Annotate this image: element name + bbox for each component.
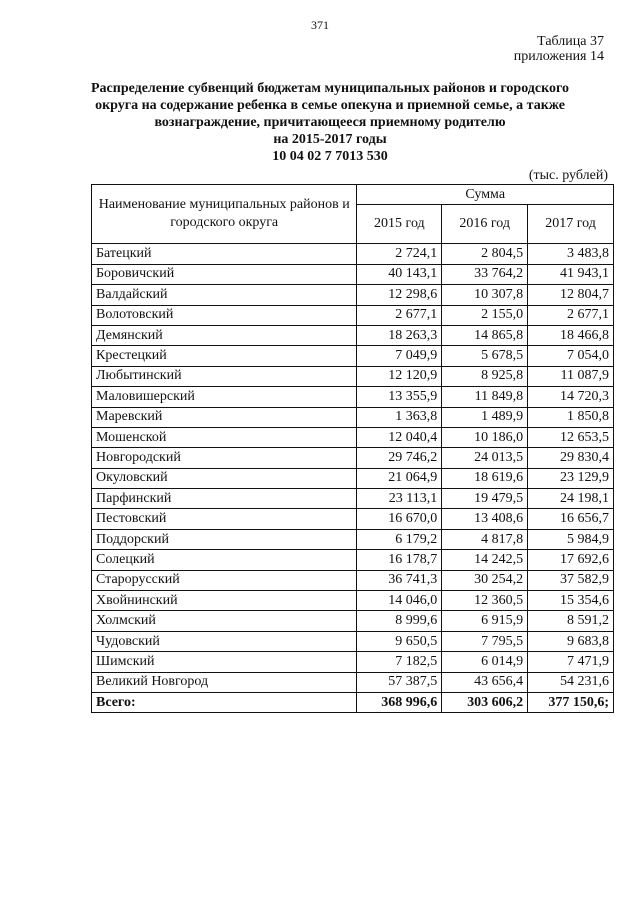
amount-cell: 1 489,9 (442, 407, 528, 427)
amount-cell: 16 656,7 (528, 509, 614, 529)
page-number: 371 (311, 18, 329, 32)
table-row (92, 489, 614, 509)
amount-cell: 13 355,9 (357, 387, 442, 407)
budget-code: 10 04 02 7 7013 530 (272, 149, 388, 164)
amount-cell: 24 013,5 (442, 448, 528, 468)
district-name-cell: Великий Новгород (92, 672, 357, 692)
amount-cell: 1 850,8 (528, 407, 614, 427)
amount-cell: 57 387,5 (357, 672, 442, 692)
district-name-cell: Волотовский (92, 305, 357, 325)
amount-cell: 6 014,9 (442, 652, 528, 672)
amount-cell: 7 182,5 (357, 652, 442, 672)
table-row (92, 366, 614, 386)
amount-cell: 54 231,6 (528, 672, 614, 692)
amount-cell: 43 656,4 (442, 672, 528, 692)
amount-cell: 41 943,1 (528, 264, 614, 284)
amount-cell: 8 925,8 (442, 366, 528, 386)
amount-cell: 14 720,3 (528, 387, 614, 407)
table-number: Таблица 37 (537, 34, 604, 49)
table-row (92, 427, 614, 447)
header-year: 2015 год (357, 205, 442, 244)
total-amount: 303 606,2 (442, 692, 528, 712)
units-label: (тыс. рублей) (528, 168, 608, 183)
amount-cell: 18 619,6 (442, 468, 528, 488)
subvention-table (91, 184, 614, 713)
total-label: Всего: (92, 692, 357, 712)
district-name-cell: Демянский (92, 325, 357, 345)
total-row (92, 692, 614, 712)
amount-cell: 2 724,1 (357, 244, 442, 264)
title-line: вознаграждение, причитающееся приемному родителю (154, 115, 506, 130)
amount-cell: 2 677,1 (528, 305, 614, 325)
table-row (92, 346, 614, 366)
district-name-cell: Крестецкий (92, 346, 357, 366)
amount-cell: 6 179,2 (357, 529, 442, 549)
district-name-cell: Новгородский (92, 448, 357, 468)
table-body (92, 244, 614, 713)
title-period: на 2015-2017 годы (273, 132, 387, 147)
amount-cell: 8 999,6 (357, 611, 442, 631)
table-row (92, 325, 614, 345)
amount-cell: 37 582,9 (528, 570, 614, 590)
amount-cell: 21 064,9 (357, 468, 442, 488)
amount-cell: 24 198,1 (528, 489, 614, 509)
amount-cell: 19 479,5 (442, 489, 528, 509)
amount-cell: 2 155,0 (442, 305, 528, 325)
amount-cell: 12 360,5 (442, 591, 528, 611)
district-name-cell: Любытинский (92, 366, 357, 386)
amount-cell: 7 049,9 (357, 346, 442, 366)
amount-cell: 1 363,8 (357, 407, 442, 427)
district-name-cell: Окуловский (92, 468, 357, 488)
amount-cell: 10 307,8 (442, 285, 528, 305)
title-line: Распределение субвенций бюджетам муниципальных районов и городского (90, 81, 569, 96)
amount-cell: 29 830,4 (528, 448, 614, 468)
amount-cell: 12 298,6 (357, 285, 442, 305)
header-year: 2016 год (442, 205, 528, 244)
amount-cell: 13 408,6 (442, 509, 528, 529)
district-name-cell: Валдайский (92, 285, 357, 305)
table-row (92, 631, 614, 651)
district-name-cell: Маревский (92, 407, 357, 427)
amount-cell: 2 677,1 (357, 305, 442, 325)
amount-cell: 30 254,2 (442, 570, 528, 590)
amount-cell: 9 650,5 (357, 631, 442, 651)
amount-cell: 23 113,1 (357, 489, 442, 509)
table-row (92, 407, 614, 427)
amount-cell: 14 242,5 (442, 550, 528, 570)
title-line: округа на содержание ребенка в семье опекуна и приемной семье, а также (95, 98, 565, 113)
table-row (92, 285, 614, 305)
amount-cell: 7 471,9 (528, 652, 614, 672)
district-name-cell: Пестовский (92, 509, 357, 529)
table-row (92, 611, 614, 631)
amount-cell: 8 591,2 (528, 611, 614, 631)
table-row (92, 652, 614, 672)
amount-cell: 29 746,2 (357, 448, 442, 468)
district-name-cell: Шимский (92, 652, 357, 672)
amount-cell: 36 741,3 (357, 570, 442, 590)
amount-cell: 10 186,0 (442, 427, 528, 447)
district-name-cell: Мошенской (92, 427, 357, 447)
amount-cell: 16 178,7 (357, 550, 442, 570)
amount-cell: 14 865,8 (442, 325, 528, 345)
amount-cell: 12 040,4 (357, 427, 442, 447)
amount-cell: 11 849,8 (442, 387, 528, 407)
amount-cell: 40 143,1 (357, 264, 442, 284)
district-name-cell: Батецкий (92, 244, 357, 264)
amount-cell: 4 817,8 (442, 529, 528, 549)
district-name-cell: Хвойнинский (92, 591, 357, 611)
district-name-cell: Старорусский (92, 570, 357, 590)
amount-cell: 15 354,6 (528, 591, 614, 611)
table-reference (514, 34, 604, 64)
table-row (92, 264, 614, 284)
table-row (92, 672, 614, 692)
amount-cell: 6 915,9 (442, 611, 528, 631)
amount-cell: 33 764,2 (442, 264, 528, 284)
table-row (92, 305, 614, 325)
district-name-cell: Поддорский (92, 529, 357, 549)
document-title (60, 80, 600, 165)
amount-cell: 18 263,3 (357, 325, 442, 345)
amount-cell: 18 466,8 (528, 325, 614, 345)
total-amount: 368 996,6 (357, 692, 442, 712)
district-name-cell: Парфинский (92, 489, 357, 509)
amount-cell: 11 087,9 (528, 366, 614, 386)
header-year: 2017 год (528, 205, 614, 244)
appendix-number: приложения 14 (513, 49, 604, 64)
amount-cell: 2 804,5 (442, 244, 528, 264)
district-name-cell: Чудовский (92, 631, 357, 651)
amount-cell: 3 483,8 (528, 244, 614, 264)
table-row (92, 550, 614, 570)
table-row (92, 468, 614, 488)
amount-cell: 16 670,0 (357, 509, 442, 529)
amount-cell: 5 678,5 (442, 346, 528, 366)
table-row (92, 570, 614, 590)
table-row (92, 529, 614, 549)
amount-cell: 14 046,0 (357, 591, 442, 611)
amount-cell: 7 054,0 (528, 346, 614, 366)
table-row (92, 591, 614, 611)
header-sum: Сумма (357, 185, 614, 205)
amount-cell: 9 683,8 (528, 631, 614, 651)
table-row (92, 448, 614, 468)
amount-cell: 17 692,6 (528, 550, 614, 570)
amount-cell: 12 804,7 (528, 285, 614, 305)
amount-cell: 12 653,5 (528, 427, 614, 447)
table-row (92, 244, 614, 264)
amount-cell: 7 795,5 (442, 631, 528, 651)
total-amount: 377 150,6; (528, 692, 614, 712)
district-name-cell: Маловишерский (92, 387, 357, 407)
district-name-cell: Холмский (92, 611, 357, 631)
header-name: Наименование муниципальных районов и городского округа (92, 185, 357, 244)
district-name-cell: Солецкий (92, 550, 357, 570)
table-row (92, 387, 614, 407)
amount-cell: 12 120,9 (357, 366, 442, 386)
district-name-cell: Боровичский (92, 264, 357, 284)
amount-cell: 5 984,9 (528, 529, 614, 549)
table-row (92, 509, 614, 529)
amount-cell: 23 129,9 (528, 468, 614, 488)
